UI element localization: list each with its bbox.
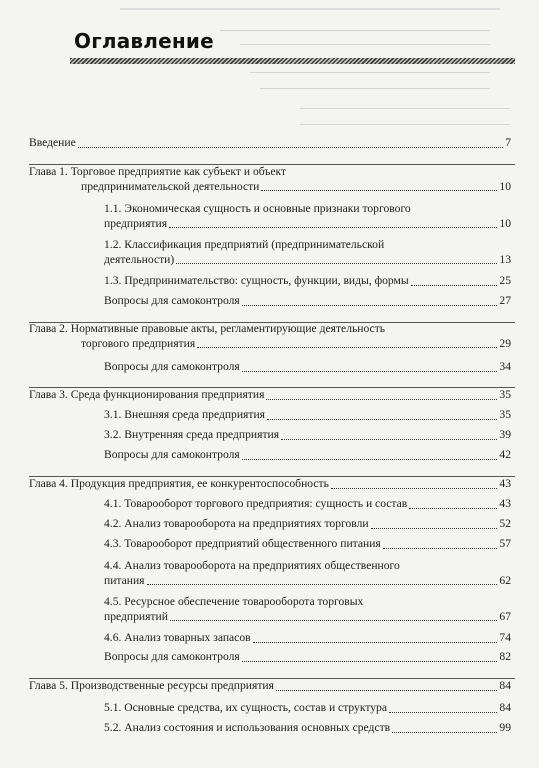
dot-leader <box>266 399 497 400</box>
page-number: 35 <box>499 408 511 421</box>
toc-entry-line <box>29 337 511 352</box>
toc-entry-text: деятельности) <box>104 252 175 266</box>
toc-entry-text: Вопросы для самоконтроля <box>104 448 240 461</box>
dot-leader <box>371 528 498 529</box>
toc-subentry <box>104 360 511 375</box>
toc-entry-text: 1.2. Классификация предприятий (предпринимательской <box>104 238 385 251</box>
dot-leader <box>176 263 497 264</box>
toc-chapter <box>29 388 511 403</box>
toc-entry-text: 4.3. Товарооборот предприятий общественного питания <box>104 537 381 550</box>
page-number: 7 <box>505 136 511 149</box>
dot-leader <box>197 347 497 348</box>
dot-leader <box>409 508 497 509</box>
toc-subentry <box>104 428 511 443</box>
dot-leader <box>389 712 497 713</box>
dot-leader <box>392 732 497 733</box>
toc-entry-text: предприятия <box>104 216 168 230</box>
toc-entry-text: 4.5. Ресурсное обеспечение товарооборота торговых <box>104 595 364 608</box>
toc-chapter <box>29 477 511 492</box>
toc-entry-line <box>104 497 511 512</box>
toc-entry-line <box>29 136 511 151</box>
page-number: 13 <box>499 252 511 266</box>
toc-entry-text: торгового предприятия <box>81 336 196 350</box>
page-number: 25 <box>499 274 511 287</box>
toc-subentry <box>104 631 511 646</box>
page-title: Оглавление <box>74 29 214 53</box>
toc-entry-text: 3.1. Внешняя среда предприятия <box>104 408 265 421</box>
toc-subentry <box>104 517 511 532</box>
toc-chapter <box>29 679 511 694</box>
toc-entry-line <box>104 574 511 589</box>
toc-subentry <box>104 448 511 463</box>
toc-entry-line <box>104 650 511 665</box>
page-number: 42 <box>499 448 511 461</box>
toc-entry-line <box>29 180 511 195</box>
page-number: 43 <box>499 497 511 510</box>
dot-leader <box>276 690 497 691</box>
toc-entry-text: 4.4. Анализ товарооборота на предприятиях общественного <box>104 559 400 572</box>
dot-leader <box>169 227 497 228</box>
toc-subentry <box>104 238 511 267</box>
toc-entry-line <box>104 360 511 375</box>
toc-entry-text: Вопросы для самоконтроля <box>104 650 240 663</box>
toc-entry-text: 5.2. Анализ состояния и использования основных средств <box>104 721 391 734</box>
toc-entry-text: Вопросы для самоконтроля <box>104 294 240 307</box>
dot-leader <box>242 305 498 306</box>
toc-entry-text: Глава 1. Торговое предприятие как субъект и объект <box>29 165 287 178</box>
toc-entry-line <box>104 448 511 463</box>
toc-entry-line <box>104 428 511 443</box>
toc-subentry <box>104 294 511 309</box>
toc-entry-text: 4.6. Анализ товарных запасов <box>104 631 251 644</box>
toc-entry-text: Введение <box>29 136 76 149</box>
toc-entry-text: Глава 3. Среда функционирования предприятия <box>29 388 265 401</box>
toc-subentry <box>104 497 511 512</box>
dot-leader <box>170 620 497 621</box>
toc-chapter <box>29 322 511 351</box>
toc-entry-text: 3.2. Внутренняя среда предприятия <box>104 428 280 441</box>
toc-subentry <box>104 595 511 624</box>
dot-leader <box>253 642 498 643</box>
toc-entry-line <box>29 477 511 492</box>
toc-subentry <box>104 274 511 289</box>
toc-subentry <box>104 408 511 423</box>
page-number: 74 <box>499 631 511 644</box>
page-number: 99 <box>499 721 511 734</box>
dot-leader <box>242 371 498 372</box>
toc-entry-text: Вопросы для самоконтроля <box>104 360 240 373</box>
toc-entry-line <box>104 517 511 532</box>
toc-subentry <box>104 202 511 231</box>
toc-subentry <box>104 650 511 665</box>
toc-chapter <box>29 136 511 151</box>
dot-leader <box>331 488 498 489</box>
toc-entry-text: предприятий <box>104 609 168 623</box>
toc-entry-text: 4.2. Анализ товарооборота на предприятиях торговли <box>104 517 369 530</box>
toc-entry-line <box>104 721 511 736</box>
toc-subentry <box>104 721 511 736</box>
toc-entry-line <box>104 294 511 309</box>
toc-entry-line <box>104 701 511 716</box>
toc-entry-text: Глава 2. Нормативные правовые акты, регламентирующие деятельность <box>29 322 386 335</box>
dot-leader <box>242 459 498 460</box>
dot-leader <box>242 661 498 662</box>
toc-entry-line <box>104 610 511 625</box>
chapter-divider <box>29 164 515 165</box>
page-number: 43 <box>499 477 511 490</box>
page-number: 82 <box>499 650 511 663</box>
toc-chapter <box>29 165 511 194</box>
page-number: 84 <box>499 679 511 692</box>
page-number: 67 <box>499 609 511 623</box>
toc-entry-line <box>104 217 511 232</box>
dot-leader <box>281 439 497 440</box>
toc-entry-line <box>29 679 511 694</box>
toc-entry-text: 5.1. Основные средства, их сущность, состав и структура <box>104 701 387 714</box>
dot-leader <box>78 147 503 148</box>
toc-entry-line <box>104 253 511 268</box>
toc-entry-line <box>104 631 511 646</box>
toc-entry-text: питания <box>104 573 145 587</box>
toc-entry-text: 4.1. Товарооборот торгового предприятия: сущность и состав <box>104 497 408 510</box>
title-underline <box>70 58 515 64</box>
page-number: 35 <box>499 388 511 401</box>
toc-entry-line <box>104 274 511 289</box>
dot-leader <box>411 285 498 286</box>
toc-subentry <box>104 559 511 588</box>
page-number: 52 <box>499 517 511 530</box>
toc-entry-line <box>104 408 511 423</box>
toc-entry-line <box>29 388 511 403</box>
dot-leader <box>147 584 498 585</box>
dot-leader <box>261 190 497 191</box>
toc-entry-line <box>104 537 511 552</box>
page-number: 57 <box>499 537 511 550</box>
toc-entry-text: 1.1. Экономическая сущность и основные признаки торгового <box>104 202 411 215</box>
page-number: 10 <box>499 179 511 193</box>
page-number: 39 <box>499 428 511 441</box>
toc-entry-text: предпринимательской деятельности <box>81 179 260 193</box>
page-number: 10 <box>499 216 511 230</box>
page-number: 84 <box>499 701 511 714</box>
toc-subentry <box>104 537 511 552</box>
page-number: 34 <box>499 360 511 373</box>
toc-entry-text: Глава 4. Продукция предприятия, ее конкурентоспособность <box>29 477 329 490</box>
page-number: 62 <box>499 573 511 587</box>
toc-subentry <box>104 701 511 716</box>
page-number: 27 <box>499 294 511 307</box>
toc-entry-text: Глава 5. Производственные ресурсы предприятия <box>29 679 274 692</box>
toc-entry-text: 1.3. Предпринимательство: сущность, функции, виды, формы <box>104 274 409 287</box>
page-number: 29 <box>499 336 511 350</box>
dot-leader <box>383 548 498 549</box>
dot-leader <box>267 419 497 420</box>
